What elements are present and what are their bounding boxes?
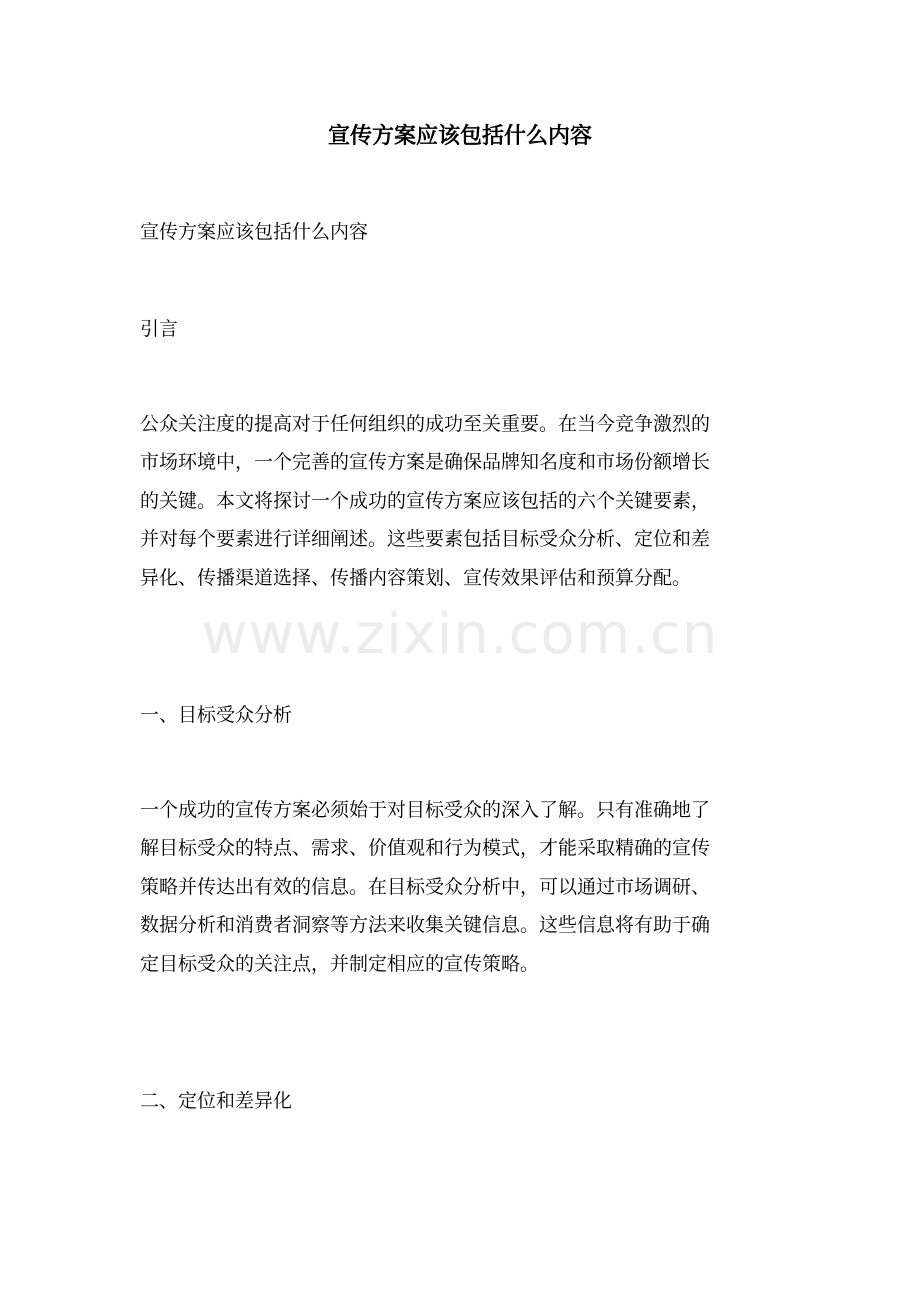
paragraph-line: 定目标受众的关注点，并制定相应的宣传策略。	[140, 952, 540, 975]
paragraph-line: 异化、传播渠道选择、传播内容策划、宣传效果评估和预算分配。	[140, 566, 692, 589]
paragraph-line: 数据分析和消费者洞察等方法来收集关键信息。这些信息将有助于确	[140, 914, 711, 937]
paragraph-line: 市场环境中，一个完善的宣传方案是确保品牌知名度和市场份额增长	[140, 451, 711, 474]
section-paragraph-target-audience	[140, 791, 790, 983]
document-subtitle: 宣传方案应该包括什么内容	[140, 221, 369, 243]
section-heading-positioning: 二、定位和差异化	[140, 1090, 293, 1112]
section-heading-target-audience: 一、目标受众分析	[140, 704, 293, 726]
paragraph-line: 解目标受众的特点、需求、价值观和行为模式，才能采取精确的宣传	[140, 837, 711, 860]
paragraph-line: 一个成功的宣传方案必须始于对目标受众的深入了解。只有准确地了	[140, 799, 711, 821]
paragraph-line: 公众关注度的提高对于任何组织的成功至关重要。在当今竞争激烈的	[140, 413, 711, 435]
watermark: www.zixin.com.cn	[201, 602, 719, 667]
paragraph-line: 策略并传达出有效的信息。在目标受众分析中，可以通过市场调研、	[140, 875, 711, 898]
paragraph-line: 并对每个要素进行详细阐述。这些要素包括目标受众分析、定位和差	[140, 528, 711, 551]
document-title: 宣传方案应该包括什么内容	[327, 123, 592, 149]
intro-paragraph	[140, 405, 790, 597]
paragraph-line: 的关键。本文将探讨一个成功的宣传方案应该包括的六个关键要素，	[140, 489, 711, 512]
intro-heading: 引言	[140, 318, 179, 340]
